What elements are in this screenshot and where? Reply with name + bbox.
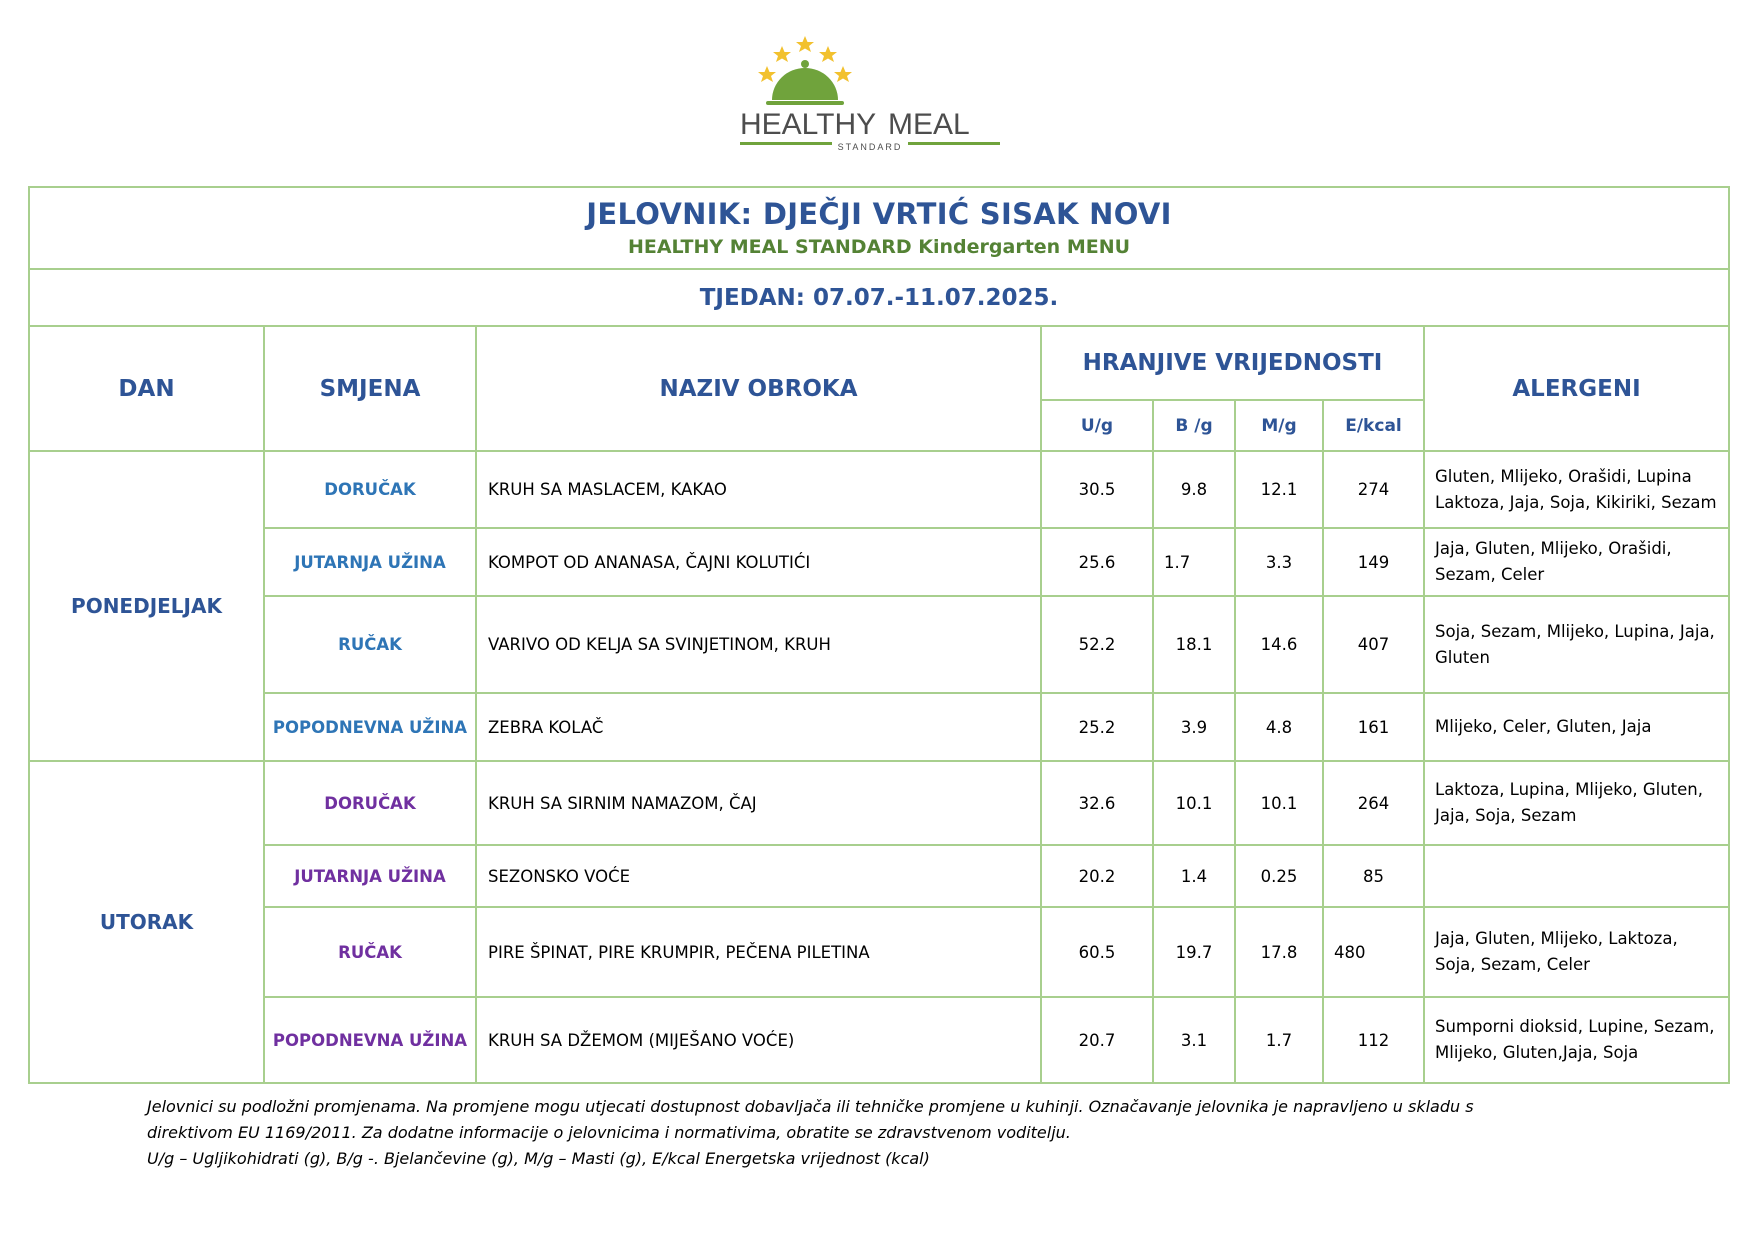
protein-cell: 3.1 <box>1153 997 1235 1083</box>
table-row <box>29 451 1729 528</box>
shift-cell: DORUČAK <box>264 451 476 528</box>
table-row <box>29 596 1729 693</box>
energy-cell: 264 <box>1323 761 1424 845</box>
meal-cell: ZEBRA KOLAČ <box>476 693 1041 761</box>
meal-cell: KRUH SA DŽEMOM (MIJEŠANO VOĆE) <box>476 997 1041 1083</box>
energy-cell: 407 <box>1323 596 1424 693</box>
table-row <box>29 907 1729 997</box>
protein-cell: 1.7 <box>1153 528 1235 596</box>
star-icon <box>834 66 852 82</box>
allergens-cell: Jaja, Gluten, Mlijeko, Orašidi, Sezam, Celer <box>1424 528 1729 596</box>
col-header-allergens: ALERGENI <box>1424 326 1729 451</box>
shift-cell: JUTARNJA UŽINA <box>264 528 476 596</box>
protein-cell: 3.9 <box>1153 693 1235 761</box>
fat-cell: 3.3 <box>1235 528 1323 596</box>
footnote-line: U/g – Ugljikohidrati (g), B/g -. Bjelančevine (g), M/g – Masti (g), E/kcal Energetska vrijednost (kcal) <box>147 1149 930 1168</box>
title-row <box>29 187 1729 269</box>
allergens-cell: Mlijeko, Celer, Gluten, Jaja <box>1424 693 1729 761</box>
meal-cell: KRUH SA MASLACEM, KAKAO <box>476 451 1041 528</box>
carbs-cell: 25.6 <box>1041 528 1153 596</box>
protein-cell: 19.7 <box>1153 907 1235 997</box>
col-header-fat: M/g <box>1235 400 1323 451</box>
header-row <box>29 326 1729 400</box>
energy-cell: 161 <box>1323 693 1424 761</box>
footnotes <box>147 1094 1707 1172</box>
shift-cell: RUČAK <box>264 596 476 693</box>
meal-cell: KOMPOT OD ANANASA, ČAJNI KOLUTIĆI <box>476 528 1041 596</box>
energy-cell: 85 <box>1323 845 1424 907</box>
shift-cell: POPODNEVNA UŽINA <box>264 997 476 1083</box>
page-subtitle: HEALTHY MEAL STANDARD Kindergarten MENU <box>627 236 1131 258</box>
allergens-cell: Sumporni dioksid, Lupine, Sezam, Mlijeko, Gluten,Jaja, Soja <box>1424 997 1729 1083</box>
meal-cell: VARIVO OD KELJA SA SVINJETINOM, KRUH <box>476 596 1041 693</box>
carbs-cell: 25.2 <box>1041 693 1153 761</box>
protein-cell: 9.8 <box>1153 451 1235 528</box>
table-row <box>29 761 1729 845</box>
logo-word-healthy: HEALTHY <box>740 108 877 141</box>
protein-cell: 1.4 <box>1153 845 1235 907</box>
energy-cell: 112 <box>1323 997 1424 1083</box>
allergens-cell: Laktoza, Lupina, Mlijeko, Gluten, Jaja, Soja, Sezam <box>1424 761 1729 845</box>
week-row <box>29 269 1729 326</box>
energy-cell: 149 <box>1323 528 1424 596</box>
fat-cell: 1.7 <box>1235 997 1323 1083</box>
menu-table <box>28 186 1730 1084</box>
fat-cell: 0.25 <box>1235 845 1323 907</box>
fat-cell: 4.8 <box>1235 693 1323 761</box>
allergens-cell: Soja, Sezam, Mlijeko, Lupina, Jaja, Gluten <box>1424 596 1729 693</box>
day-cell: PONEDJELJAK <box>29 451 264 761</box>
col-header-energy: E/kcal <box>1323 400 1424 451</box>
col-header-meal: NAZIV OBROKA <box>476 326 1041 451</box>
fat-cell: 14.6 <box>1235 596 1323 693</box>
day-cell: UTORAK <box>29 761 264 1083</box>
footnote-line: direktivom EU 1169/2011. Za dodatne informacije o jelovnicima i normativima, obratite se zdravstvenom voditelju. <box>147 1123 1071 1142</box>
protein-cell: 18.1 <box>1153 596 1235 693</box>
protein-cell: 10.1 <box>1153 761 1235 845</box>
allergens-cell: Jaja, Gluten, Mlijeko, Laktoza, Soja, Sezam, Celer <box>1424 907 1729 997</box>
fat-cell: 10.1 <box>1235 761 1323 845</box>
energy-cell: 274 <box>1323 451 1424 528</box>
meal-cell: SEZONSKO VOĆE <box>476 845 1041 907</box>
allergens-cell: Gluten, Mlijeko, Orašidi, Lupina Laktoza, Jaja, Soja, Kikiriki, Sezam <box>1424 451 1729 528</box>
col-header-protein: B /g <box>1153 400 1235 451</box>
carbs-cell: 60.5 <box>1041 907 1153 997</box>
col-header-shift: SMJENA <box>264 326 476 451</box>
table-row <box>29 997 1729 1083</box>
title-cell <box>29 187 1729 269</box>
table-row <box>29 528 1729 596</box>
col-header-nutrition: HRANJIVE VRIJEDNOSTI <box>1041 326 1424 400</box>
carbs-cell: 52.2 <box>1041 596 1153 693</box>
star-icon <box>758 66 776 82</box>
week-label: TJEDAN: 07.07.-11.07.2025. <box>29 269 1729 326</box>
carbs-cell: 20.2 <box>1041 845 1153 907</box>
cloche-icon <box>766 60 844 105</box>
footnote-line: Jelovnici su podložni promjenama. Na promjene mogu utjecati dostupnost dobavljača ili tehničke promjene u kuhinji. Označavanje jelovnika je napravljeno u skladu s <box>147 1097 1474 1116</box>
shift-cell: JUTARNJA UŽINA <box>264 845 476 907</box>
star-icon <box>819 46 837 62</box>
star-icon <box>773 46 791 62</box>
page-title: JELOVNIK: DJEČJI VRTIĆ SISAK NOVI <box>586 197 1172 231</box>
shift-cell: DORUČAK <box>264 761 476 845</box>
healthy-meal-logo <box>740 30 1020 160</box>
carbs-cell: 30.5 <box>1041 451 1153 528</box>
col-header-day: DAN <box>29 326 264 451</box>
energy-cell: 480 <box>1323 907 1424 997</box>
allergens-cell <box>1424 845 1729 907</box>
fat-cell: 12.1 <box>1235 451 1323 528</box>
table-row <box>29 845 1729 907</box>
carbs-cell: 32.6 <box>1041 761 1153 845</box>
fat-cell: 17.8 <box>1235 907 1323 997</box>
col-header-carbs: U/g <box>1041 400 1153 451</box>
logo-word-standard: STANDARD <box>837 142 903 152</box>
meal-cell: KRUH SA SIRNIM NAMAZOM, ČAJ <box>476 761 1041 845</box>
shift-cell: POPODNEVNA UŽINA <box>264 693 476 761</box>
star-icon <box>796 36 814 52</box>
shift-cell: RUČAK <box>264 907 476 997</box>
carbs-cell: 20.7 <box>1041 997 1153 1083</box>
logo-word-meal: MEAL <box>888 108 970 141</box>
meal-cell: PIRE ŠPINAT, PIRE KRUMPIR, PEČENA PILETINA <box>476 907 1041 997</box>
table-row <box>29 693 1729 761</box>
